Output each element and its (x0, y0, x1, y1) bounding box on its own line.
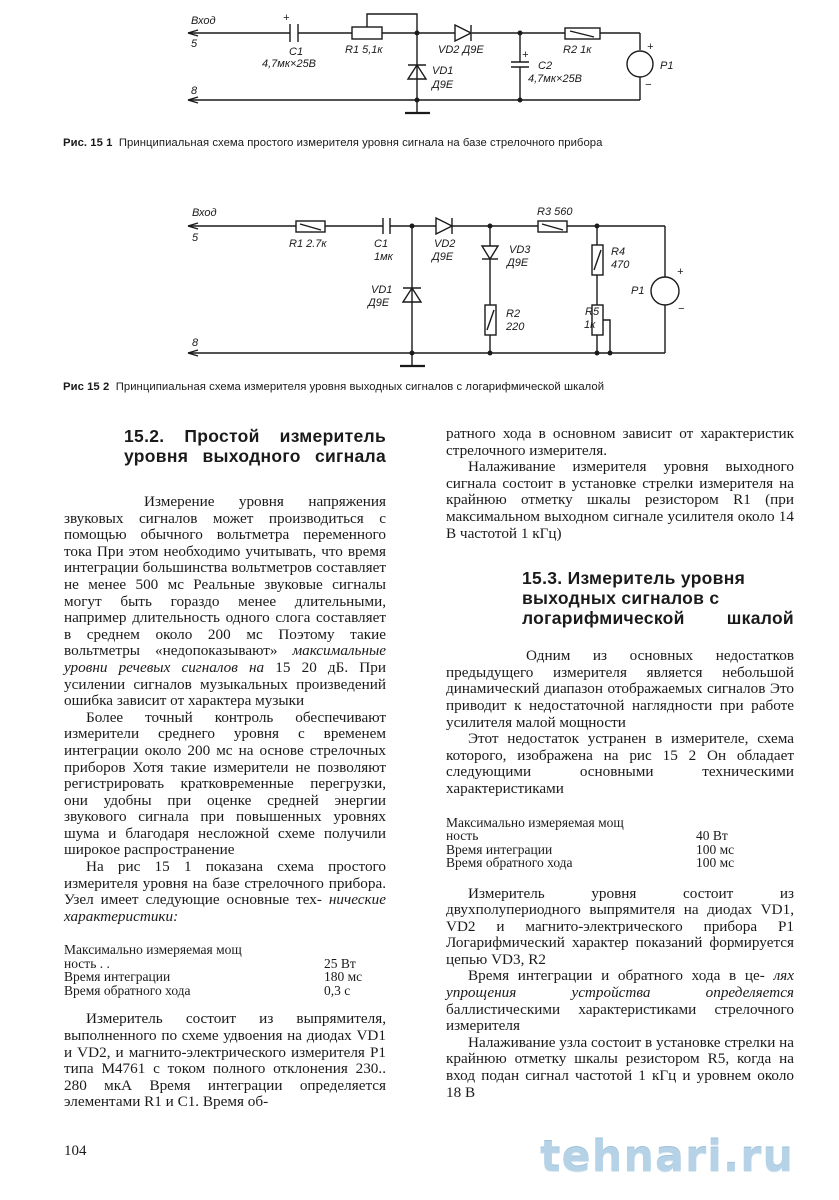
heading-word: Простой (184, 426, 260, 446)
spec-table (446, 816, 794, 870)
heading-word: логарифмической (522, 608, 685, 629)
spec-row (64, 957, 386, 971)
figure-caption-15-2 (63, 381, 803, 393)
figure-label: Рис 15 2 (63, 381, 110, 393)
spec-value: 100 мс (696, 841, 735, 857)
heading-word: сигнала (314, 446, 386, 466)
spec-key: ность (446, 828, 479, 843)
heading-word: измеритель (279, 426, 386, 446)
paragraph: Налаживание измерителя уровня выходного сигнала состоит в установке стрелки измерителя на крайнюю отметку шкалы резистором R1 (при максимальном выходном сигнале усилителя около 14 В частотой 1 кГц) (446, 458, 794, 542)
svg-text:Д9Е: Д9Е (432, 251, 454, 263)
svg-text:VD2: VD2 (434, 238, 456, 250)
svg-text:Д9Е: Д9Е (507, 257, 529, 269)
section-heading-15-2 (124, 426, 386, 466)
heading-word: шкалой (726, 608, 794, 629)
heading-word: выходного (202, 446, 301, 466)
spec-table (64, 943, 386, 997)
svg-text:1мк: 1мк (374, 251, 393, 263)
svg-text:−: − (645, 79, 652, 91)
svg-text:220: 220 (506, 321, 525, 333)
figure-caption-text: Принципиальная схема простого измерителя уровня сигнала на базе стрелочного прибора (118, 137, 603, 149)
spec-row (446, 816, 794, 830)
paragraph: Измеритель уровня состоит из двухполупериодного выпрямителя на диодах VD1, VD2 и магнито-электрического прибора P1 Логарифмический характер показаний формируется цепью VD3, R2 (446, 884, 794, 968)
svg-text:R5: R5 (585, 306, 600, 318)
spec-value: 180 мс (324, 969, 363, 985)
paragraph: Одним из основных недостатков предыдущего измерителя является небольшой динамический диапазон отображаемых сигналов Это приводит к недостаточной наглядности при работе усилителя малой мощности (446, 647, 794, 731)
paragraph: Измеритель состоит из выпрямителя, выполненного по схеме удвоения на диодах VD1 и VD2, и магнито-электрического измерителя P1 типа М4761 с током полного отклонения 230.. 280 мкА Время интеграции определяется элементами R1 и C1. Время об- (64, 1010, 386, 1111)
spec-key: Время обратного хода (64, 982, 191, 998)
svg-text:4,7мк×25В: 4,7мк×25В (528, 73, 583, 85)
paragraph-text: Время интеграции и обратного хода в це- (468, 967, 765, 985)
spec-key: Время обратного хода (446, 855, 573, 870)
paragraph-text: 15 20 дБ. При усилении сигналов музыкальных произведений ошибка зависит от характера музыки (64, 658, 386, 710)
svg-text:P1: P1 (631, 285, 645, 297)
paragraph-continuation: ратного хода в основном зависит от характеристик стрелочного измерителя. (446, 425, 794, 459)
svg-text:1к: 1к (584, 319, 596, 331)
figure-label: Рис. 15 1 (63, 137, 113, 149)
svg-text:R2 1к: R2 1к (563, 44, 592, 56)
svg-text:+: + (647, 41, 654, 53)
svg-text:R3 560: R3 560 (537, 206, 573, 218)
schematic-figure-15-2 (0, 195, 839, 370)
spec-value: 40 Вт (696, 828, 728, 843)
spec-row (446, 856, 794, 870)
spec-key: Максимально измеряемая мощ (64, 942, 242, 958)
svg-text:470: 470 (611, 259, 630, 271)
svg-text:8: 8 (191, 85, 198, 97)
paragraph-text: На рис 15 1 показана схема простого измерителя уровня на базе стрелочного прибора. Узел имеет следующие основные тех- (64, 858, 386, 909)
paragraph-italic: максимальные уровни речевых сигналов на (64, 642, 387, 676)
svg-text:4,7мк×25В: 4,7мк×25В (262, 58, 317, 70)
svg-text:R1 5,1к: R1 5,1к (345, 44, 383, 56)
schematic-figure-15-1 (0, 0, 839, 120)
svg-text:5: 5 (192, 232, 199, 244)
page-number: 104 (64, 1143, 87, 1159)
spec-key: ность . . (64, 955, 110, 971)
section-number: 15.2. (124, 426, 165, 446)
heading-line: выходных сигналов с (522, 588, 720, 609)
paragraph (64, 859, 386, 925)
svg-text:C1: C1 (374, 238, 389, 250)
svg-text:C1: C1 (289, 46, 304, 58)
heading-word: уровня (124, 446, 189, 466)
svg-text:Д9Е: Д9Е (368, 297, 390, 309)
svg-text:VD1: VD1 (432, 65, 454, 77)
svg-text:+: + (283, 12, 290, 24)
svg-text:R2: R2 (506, 308, 521, 320)
svg-text:R4: R4 (611, 246, 626, 258)
svg-text:P1: P1 (660, 60, 674, 72)
spec-key: Время интеграции (446, 841, 553, 857)
spec-row (64, 984, 386, 998)
svg-text:5: 5 (191, 38, 198, 50)
svg-text:−: − (678, 303, 685, 315)
spec-key: Максимально измеряемая мощ (446, 814, 624, 830)
paragraph-text: Измерение уровня напряжения звуковых сигналов может производиться с помощью обычного вольтметра переменного тока При этом необходимо учитывать, что время интеграции большинства вольтметров составляет не менее 500 мс Реальные звуковые сигналы могут быть гораздо менее длительными, например длительность одного слога составляет в среднем около 200 мс Поэтому такие вольтметры «недопоказывают» (64, 493, 386, 660)
svg-text:+: + (677, 266, 684, 278)
svg-text:R1 2.7к: R1 2.7к (289, 238, 327, 250)
svg-text:Вход: Вход (191, 15, 216, 27)
spec-row (446, 843, 794, 857)
figure-caption-15-1 (63, 137, 803, 149)
right-column (446, 426, 794, 1101)
spec-key: Время интеграции (64, 969, 171, 985)
paragraph-italic: нические характеристики: (64, 891, 386, 925)
spec-value: 100 мс (696, 855, 735, 870)
svg-text:VD3: VD3 (509, 244, 531, 256)
svg-text:VD1: VD1 (371, 284, 393, 296)
svg-text:+: + (522, 49, 529, 61)
left-column (64, 426, 386, 1111)
heading-line: 15.3. Измеритель уровня (522, 568, 746, 589)
paragraph-italic: лях упрощения устройства определяется (446, 967, 794, 1002)
spec-row (446, 829, 794, 843)
paragraph: Более точный контроль обеспечивают измерители среднего уровня с временем интеграции около 200 мс на основе стрелочных приборов Хотя такие измерители не позволяют регистрировать кратковременные перегрузки, они удобны при оценке средней энергии звукового сигнала при повышенных уровнях шума и благодаря несложной схеме получили широкое распространение (64, 708, 386, 859)
svg-text:C2: C2 (538, 60, 553, 72)
paragraph-text: баллистическими характеристиками стрелочного измерителя (446, 1000, 794, 1035)
section-heading-15-3 (522, 568, 794, 628)
paragraph (446, 968, 794, 1034)
svg-text:8: 8 (192, 337, 199, 349)
spec-row (64, 970, 386, 984)
paragraph (64, 494, 386, 710)
spec-value: 0,3 с (324, 982, 351, 998)
svg-text:Вход: Вход (192, 207, 217, 219)
svg-text:VD2 Д9Е: VD2 Д9Е (438, 44, 484, 56)
watermark: tehnari.ru (540, 1132, 795, 1182)
figure-caption-text: Принципиальная схема измерителя уровня выходных сигналов с логарифмической шкалой (115, 381, 605, 393)
paragraph: Этот недостаток устранен в измерителе, схема которого, изображена на рис 15 2 Он обладает следующими основными техническими характеристиками (446, 730, 794, 797)
svg-text:Д9Е: Д9Е (432, 79, 454, 91)
spec-value: 25 Вт (324, 955, 356, 971)
paragraph: Налаживание узла состоит в установке стрелки на крайнюю отметку шкалы резистором R5, когда на вход подан сигнал частотой 1 кГц и уровнем около 18 В (446, 1033, 794, 1101)
spec-row (64, 943, 386, 957)
